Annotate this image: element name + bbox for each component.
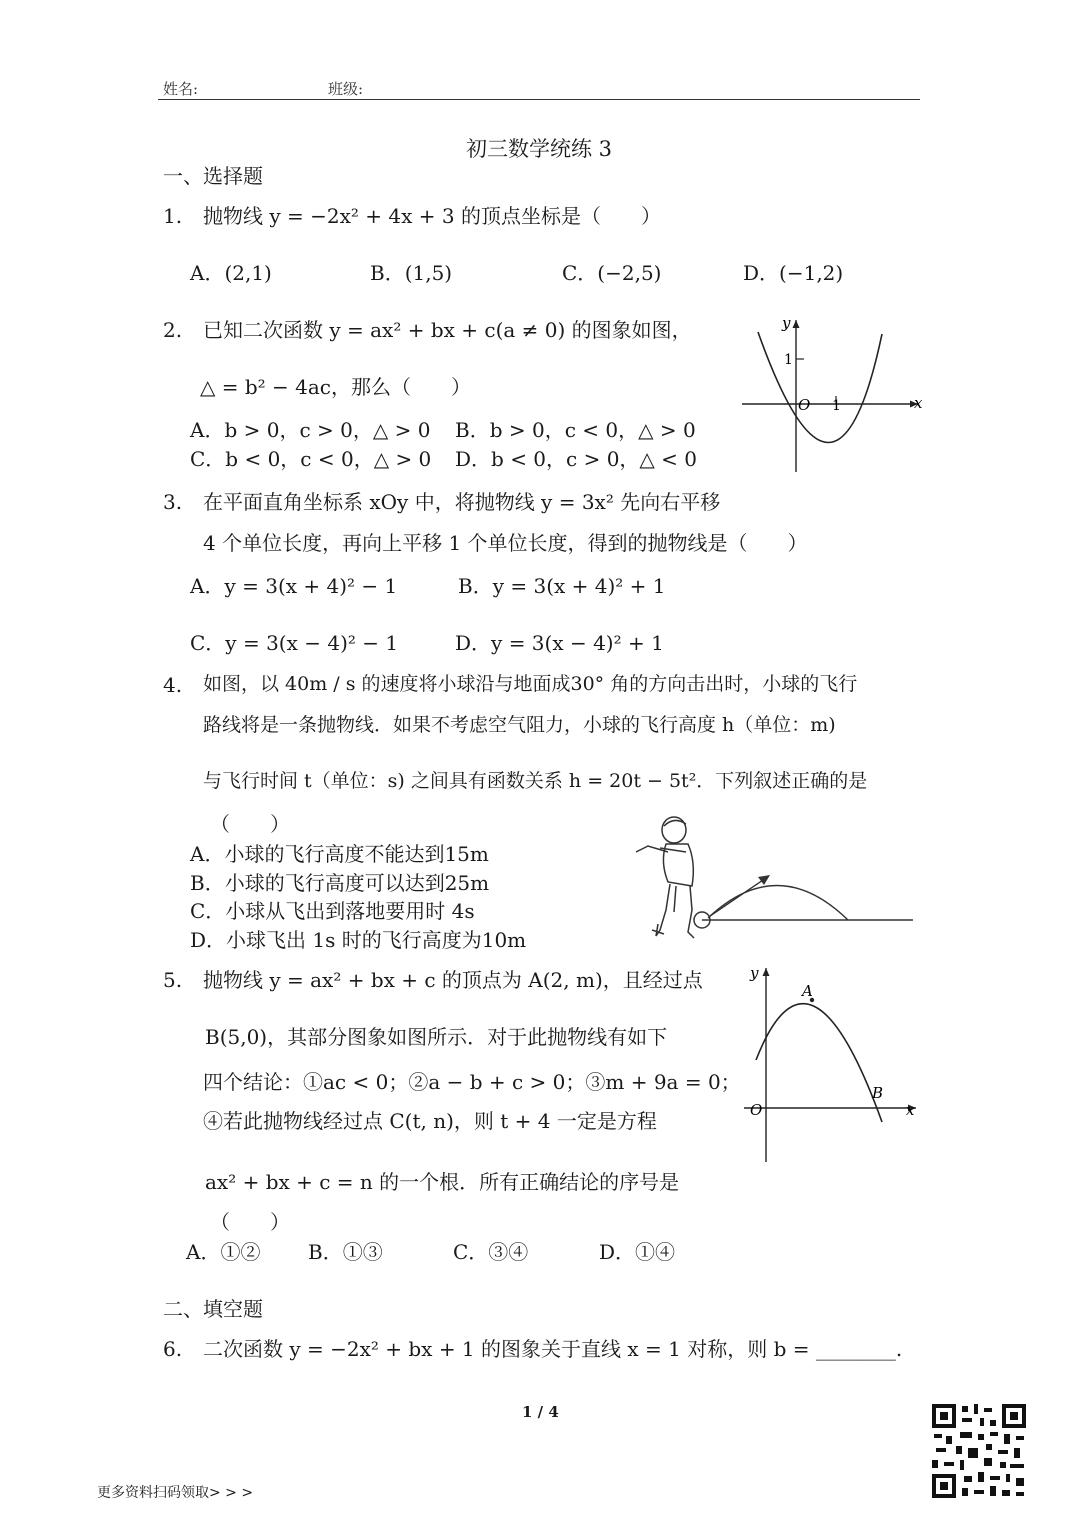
q4-option-a: A．小球的飞行高度不能达到15m	[190, 842, 489, 866]
section-choice: 一、选择题	[163, 164, 263, 188]
q5-point-a: A	[802, 982, 813, 1000]
page-number: 1 / 4	[522, 1403, 559, 1421]
q2-graph	[738, 312, 928, 474]
q1-option-a: A．(2,1)	[190, 261, 272, 285]
qr-code-icon[interactable]	[930, 1402, 1028, 1500]
section-fill: 二、填空题	[163, 1297, 263, 1321]
q4-stem-line2: 路线将是一条抛物线．如果不考虑空气阻力，小球的飞行高度 h（单位：m)	[203, 714, 836, 736]
q2-number: 2.	[163, 318, 183, 342]
class-label: 班级:	[328, 80, 364, 98]
name-label: 姓名:	[163, 80, 199, 98]
q2-option-c: C．b < 0，c < 0，△ > 0	[190, 447, 432, 471]
q2-tick-y1: 1	[784, 352, 793, 368]
q6-number: 6.	[163, 1337, 183, 1361]
q4-option-b: B．小球的飞行高度可以达到25m	[190, 871, 490, 895]
q1-option-d: D．(−1,2)	[743, 261, 844, 285]
q5-stem-line3: 四个结论：①ac < 0；②a − b + c > 0；③m + 9a = 0；	[203, 1070, 741, 1094]
q2-tick-x1: 1	[832, 398, 841, 414]
q3-option-d: D．y = 3(x − 4)² + 1	[455, 631, 664, 655]
q4-stem-line1: 如图，以 40m / s 的速度将小球沿与地面成30° 角的方向击出时，小球的飞行	[203, 673, 858, 695]
q4-option-c: C．小球从飞出到落地要用时 4s	[190, 899, 475, 923]
q1-option-b: B．(1,5)	[370, 261, 453, 285]
q2-stem-line2: △ = b² − 4ac，那么（ ）	[200, 375, 471, 399]
header-rule	[158, 99, 920, 100]
q5-stem-line4: ④若此抛物线经过点 C(t, n)，则 t + 4 一定是方程	[203, 1109, 657, 1133]
q1-stem: 抛物线 y = −2x² + 4x + 3 的顶点坐标是（ ）	[203, 204, 661, 228]
q3-option-b: B．y = 3(x + 4)² + 1	[458, 574, 666, 598]
q5-axis-y: y	[750, 964, 759, 982]
q3-stem-line1: 在平面直角坐标系 xOy 中，将抛物线 y = 3x² 先向右平移	[203, 490, 721, 514]
q2-origin: O	[798, 396, 811, 414]
q1-number: 1.	[163, 204, 183, 228]
q2-option-a: A．b > 0，c > 0，△ > 0	[190, 418, 431, 442]
q4-option-d: D．小球飞出 1s 时的飞行高度为10m	[190, 928, 527, 952]
q5-option-b: B．①③	[308, 1240, 383, 1264]
q5-number: 5.	[163, 968, 183, 992]
q2-stem-line1: 已知二次函数 y = ax² + bx + c(a ≠ 0) 的图象如图，	[203, 318, 692, 342]
q2-axis-x: x	[914, 394, 923, 412]
q5-stem-line1: 抛物线 y = ax² + bx + c 的顶点为 A(2, m)，且经过点	[203, 968, 703, 992]
q3-number: 3.	[163, 490, 183, 514]
q2-axis-y: y	[782, 314, 791, 332]
q3-option-c: C．y = 3(x − 4)² − 1	[190, 631, 399, 655]
page-title: 初三数学统练 3	[466, 137, 613, 161]
q5-option-c: C．③④	[453, 1240, 529, 1264]
q5-axis-x: x	[906, 1101, 915, 1119]
q2-option-b: B．b > 0，c < 0，△ > 0	[455, 418, 696, 442]
footer-scan-text: 更多资料扫码领取> > >	[97, 1485, 254, 1501]
q5-answer-blank: （ ）	[210, 1210, 290, 1234]
q3-option-a: A．y = 3(x + 4)² − 1	[190, 574, 398, 598]
q5-stem-line2: B(5,0)，其部分图象如图所示．对于此抛物线有如下	[205, 1025, 668, 1049]
q4-number: 4.	[163, 673, 183, 697]
q5-point-b: B	[872, 1084, 884, 1102]
q5-stem-line5: ax² + bx + c = n 的一个根．所有正确结论的序号是	[205, 1170, 680, 1194]
q4-golfer-illustration	[630, 812, 915, 944]
q2-option-d: D．b < 0，c > 0，△ < 0	[455, 447, 698, 471]
q5-option-a: A．①②	[186, 1240, 261, 1264]
q4-stem-line3: 与飞行时间 t（单位：s) 之间具有函数关系 h = 20t − 5t²．下列叙述正确的是	[203, 770, 868, 792]
q5-option-d: D．①④	[599, 1240, 676, 1264]
q1-option-c: C．(−2,5)	[562, 261, 662, 285]
q6-stem: 二次函数 y = −2x² + bx + 1 的图象关于直线 x = 1 对称，则 b = ________.	[203, 1337, 903, 1361]
q4-answer-blank: （ ）	[210, 812, 290, 836]
q5-graph	[740, 962, 925, 1167]
q5-origin: O	[750, 1101, 763, 1119]
q3-stem-line2: 4 个单位长度，再向上平移 1 个单位长度，得到的抛物线是（ ）	[203, 531, 808, 555]
